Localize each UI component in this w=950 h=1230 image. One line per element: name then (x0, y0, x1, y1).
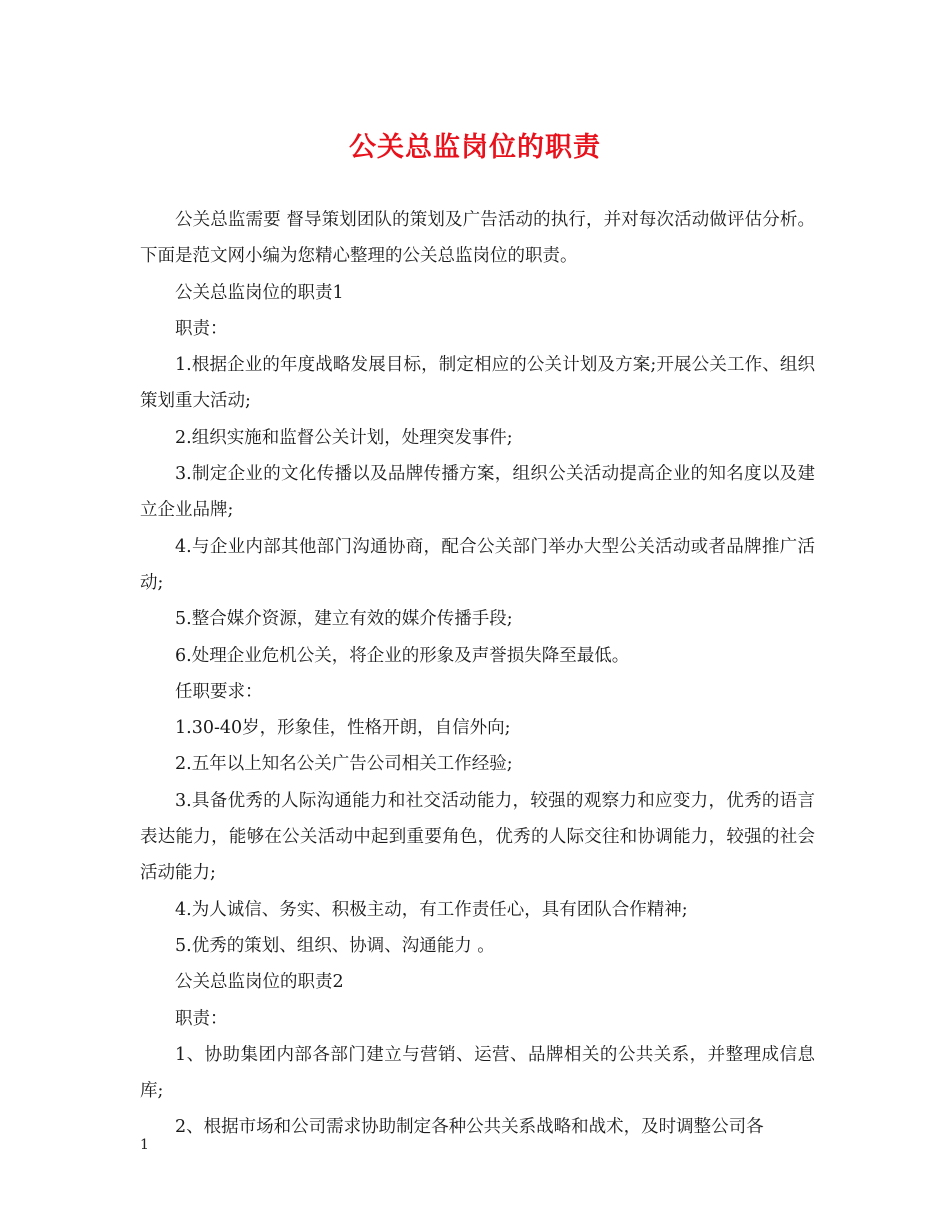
section-heading-1: 公关总监岗位的职责1 (175, 282, 344, 303)
duty-item: 6.处理企业危机公关，将企业的形象及声誉损失降至最低。 (175, 645, 630, 666)
page-title: 公关总监岗位的职责 (349, 132, 601, 163)
requirement-item: 3.具备优秀的人际沟通能力和社交活动能力，较强的观察力和应变力，优秀的语言表达能力，能够在公关活动中起到重要角色，优秀的人际交往和协调能力，较强的社会活动能力; (140, 790, 815, 884)
page-number: 1 (140, 1137, 149, 1153)
duty-item: 3.制定企业的文化传播以及品牌传播方案，组织公关活动提高企业的知名度以及建立企业品牌; (140, 464, 815, 521)
requirement-item: 1.30-40岁，形象佳，性格开朗，自信外向; (175, 718, 511, 739)
paragraph-intro: 公关总监需要 督导策划团队的策划及广告活动的执行，并对每次活动做评估分析。下面是范文网小编为您精心整理的公关总监岗位的职责。 (140, 210, 815, 267)
section-heading-2: 公关总监岗位的职责2 (175, 972, 344, 993)
requirement-item: 4.为人诚信、务实、积极主动，有工作责任心，具有团队合作精神; (175, 899, 688, 920)
duties-label: 职责： (175, 318, 228, 339)
duty-item: 2、根据市场和公司需求协助制定各种公共关系战略和战术，及时调整公司各 (175, 1117, 764, 1138)
duty-item: 5.整合媒介资源，建立有效的媒介传播手段; (175, 609, 513, 630)
document-body (140, 202, 815, 1146)
duty-item: 2.组织实施和监督公关计划，处理突发事件; (175, 427, 513, 448)
requirements-label: 任职要求： (175, 681, 263, 702)
duty-item: 1、协助集团内部各部门建立与营销、运营、品牌相关的公共关系，并整理成信息库; (140, 1044, 815, 1102)
duty-item: 4.与企业内部其他部门沟通协商，配合公关部门举办大型公关活动或者品牌推广活动; (140, 536, 815, 593)
requirement-item: 2.五年以上知名公关广告公司相关工作经验; (175, 754, 513, 775)
duty-item: 1.根据企业的年度战略发展目标，制定相应的公关计划及方案;开展公关工作、组织策划重大活动; (140, 355, 815, 412)
duties-label: 职责： (175, 1008, 228, 1029)
requirement-item: 5.优秀的策划、组织、协调、沟通能力 。 (175, 935, 495, 956)
